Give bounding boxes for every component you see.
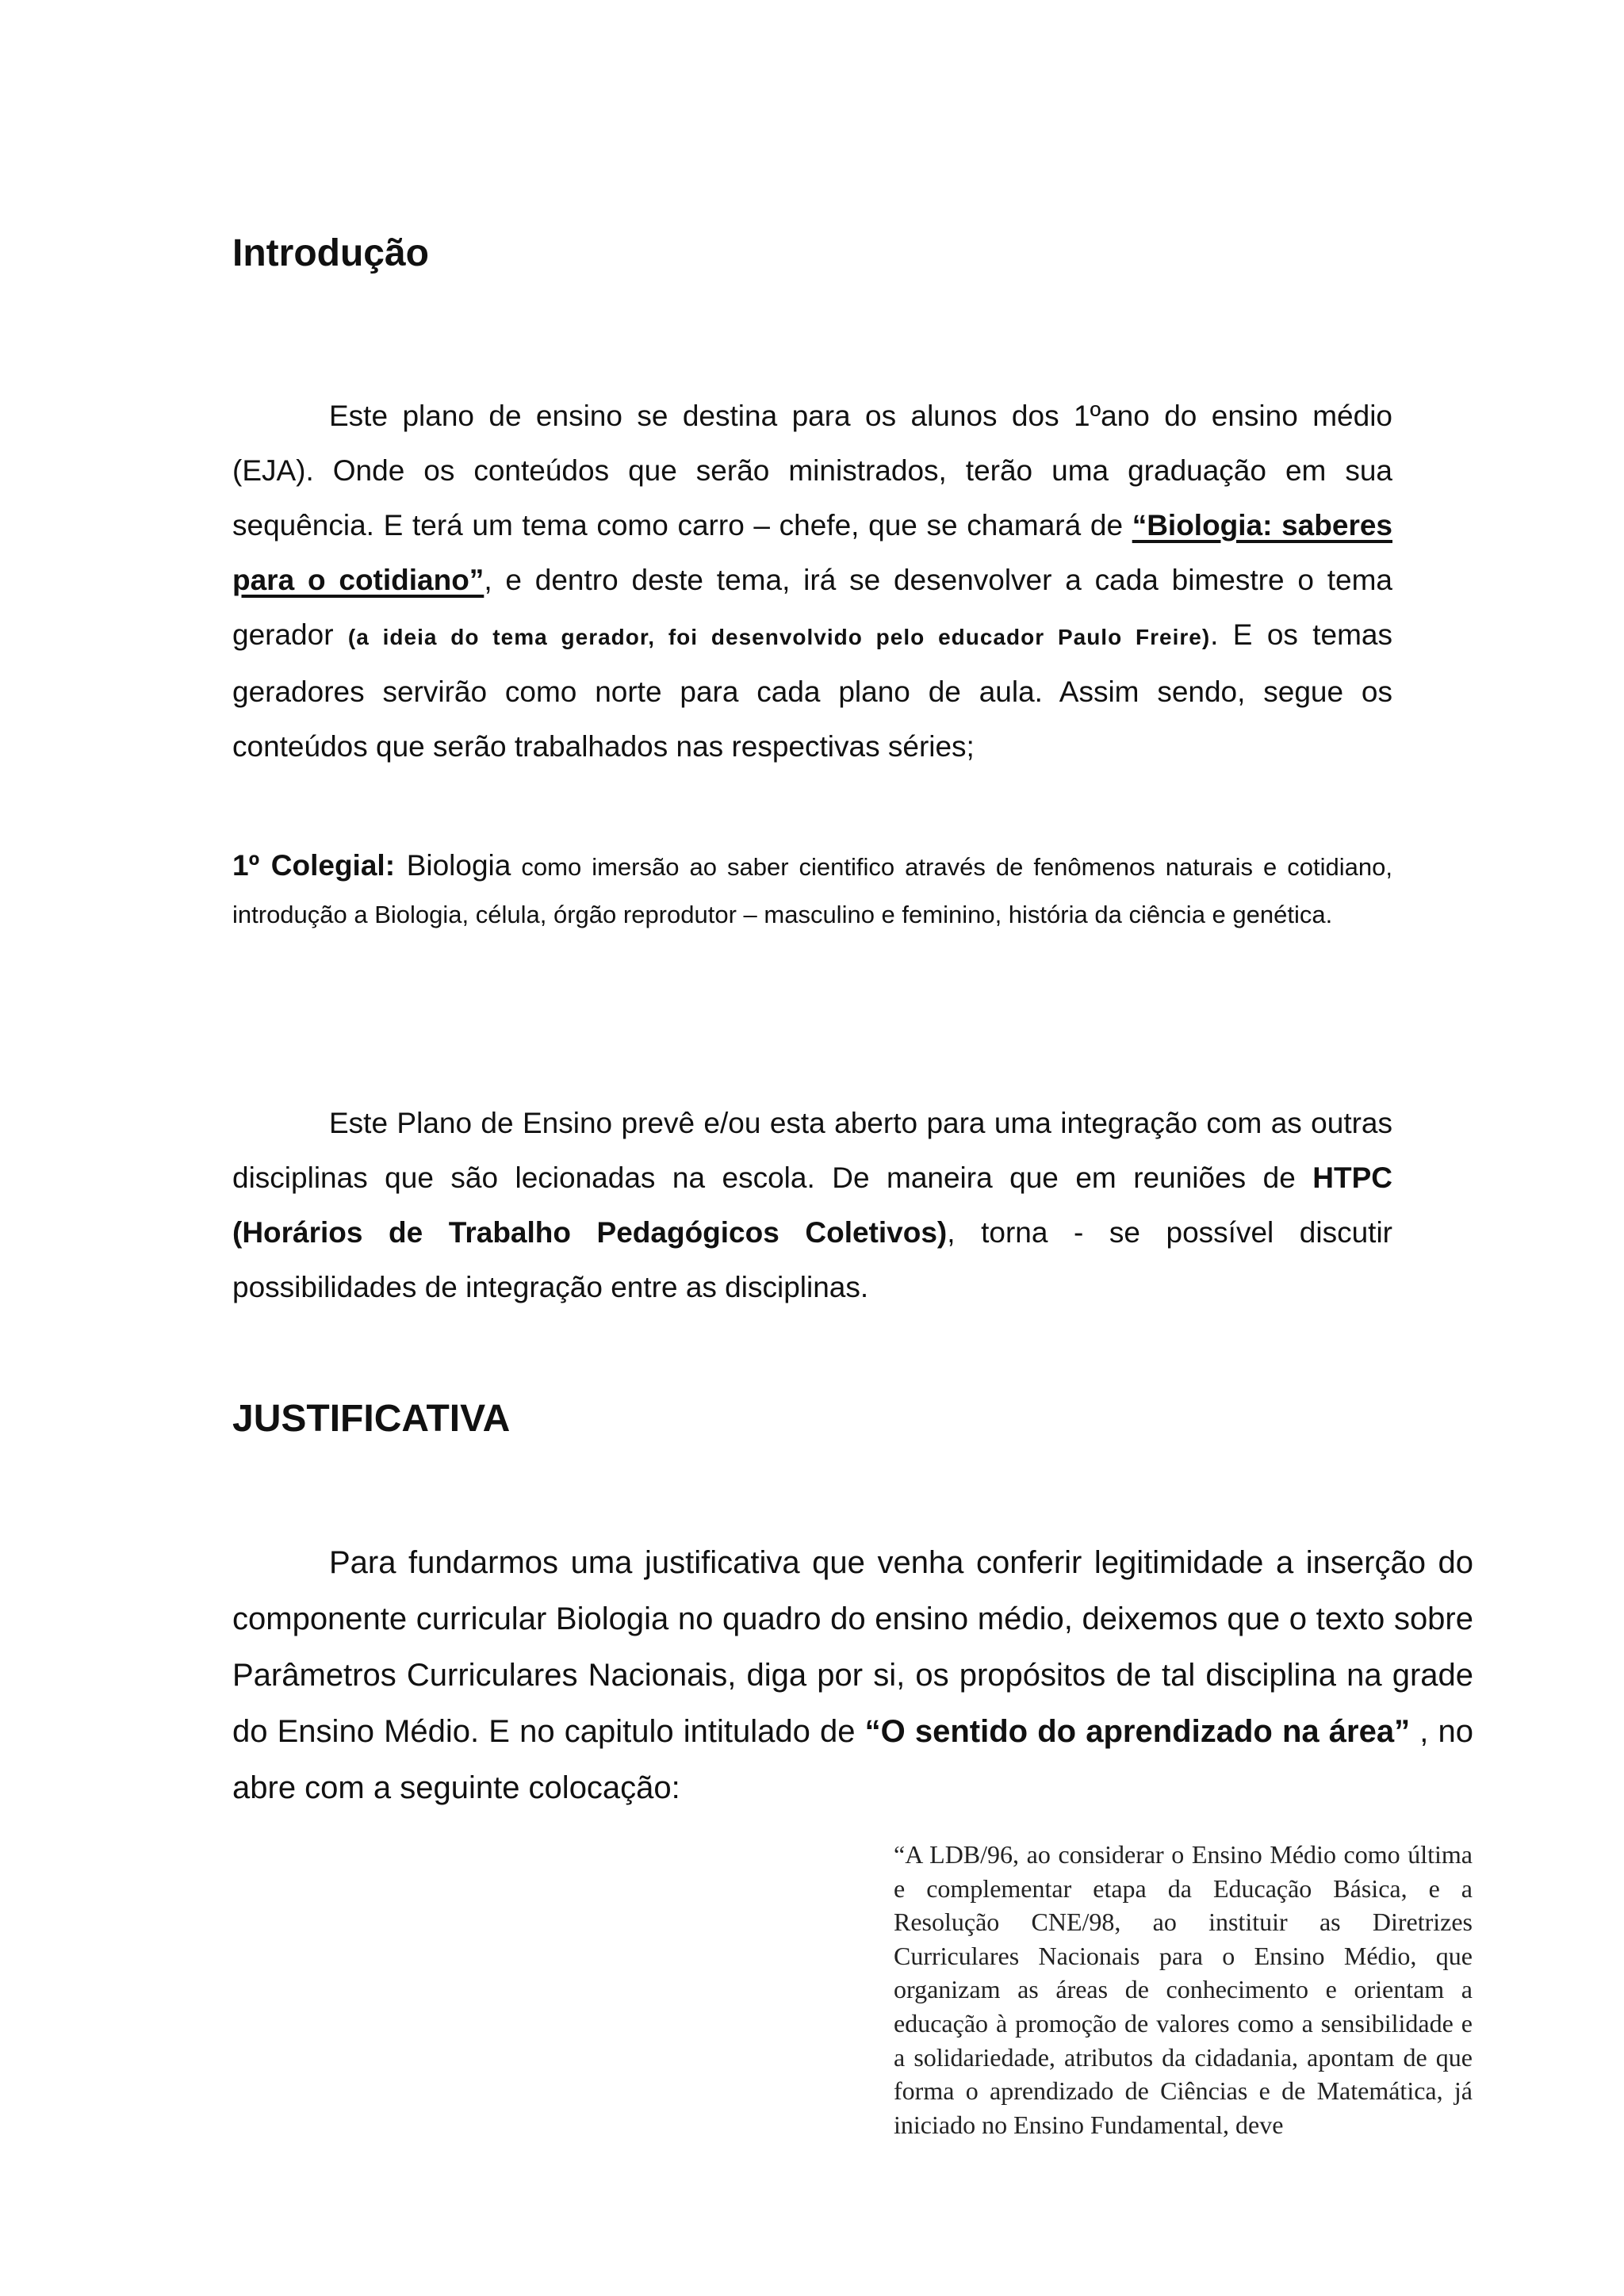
intro-p1-text-c: . E os temas geradores servirão como norte para cada plano de aula. Assim sendo, segue os conteúdos que serão trabalhados nas respectivas séries; [232, 618, 1392, 763]
intro-p2-text: como imersão ao saber cientifico através de fenômenos naturais e cotidiano, introdução a Biologia, célula, órgão reprodutor – masculino e feminino, história da ciência e genética. [232, 853, 1392, 928]
justificativa-heading: JUSTIFICATIVA [232, 1398, 511, 1440]
chapter-title: “O sentido do aprendizado na área” [864, 1714, 1411, 1749]
htpc-term: HTPC (Horários de Trabalho Pedagógicos Coletivos) [232, 1161, 1392, 1249]
justificativa-text-a: Para fundarmos uma justificativa que venha conferir legitimidade a inserção do componente curricular Biologia no quadro do ensino médio, deixemos que o texto sobre Parâmetros Curriculares Nacionais, diga por si, os propósitos de tal disciplina na grade do Ensino Médio. E no capitulo intitulado de [232, 1545, 1473, 1749]
colegial-label: 1º Colegial: [232, 849, 396, 882]
biologia-word: Biologia [395, 849, 511, 882]
intro-p3-text-a: Este Plano de Ensino prevê e/ou esta aberto para uma integração com as outras disciplinas que são lecionadas na escola. De maneira que em reuniões de [232, 1107, 1392, 1194]
intro-paragraph-1 [232, 388, 1392, 774]
ldb-quote: “A LDB/96, ao considerar o Ensino Médio como última e complementar etapa da Educação Básica, e a Resolução CNE/98, ao instituir as Diretrizes Curriculares Nacionais para o Ensino Médio, que organizam as áreas de conhecimento e orientam a educação à promoção de valores como a sensibilidade e a solidariedade, atributos da cidadania, apontam de que forma o aprendizado de Ciências e de Matemática, já iniciado no Ensino Fundamental, deve [894, 1840, 1473, 2139]
intro-p1-text-b: , e dentro deste tema, irá se desenvolver a cada bimestre o tema gerador [232, 564, 1392, 651]
justificativa-paragraph [232, 1535, 1473, 1816]
paulo-freire-note: (a ideia do tema gerador, foi desenvolvido pelo educador Paulo Freire) [347, 625, 1211, 649]
intro-p1-text-a: Este plano de ensino se destina para os alunos dos 1ºano do ensino médio (EJA). Onde os conteúdos que serão ministrados, terão uma graduação em sua sequência. E terá um tema como carro – chefe, que se chamará de [232, 400, 1392, 541]
theme-title: “Biologia: saberes para o cotidiano” [232, 509, 1392, 596]
intro-paragraph-2 [232, 842, 1392, 939]
intro-paragraph-3 [232, 1096, 1392, 1314]
intro-p3-text-b: , torna - se possível discutir possibilidades de integração entre as disciplinas. [232, 1216, 1393, 1303]
intro-heading: Introdução [232, 232, 429, 274]
justificativa-text-b: , no abre com a seguinte colocação: [232, 1714, 1473, 1805]
